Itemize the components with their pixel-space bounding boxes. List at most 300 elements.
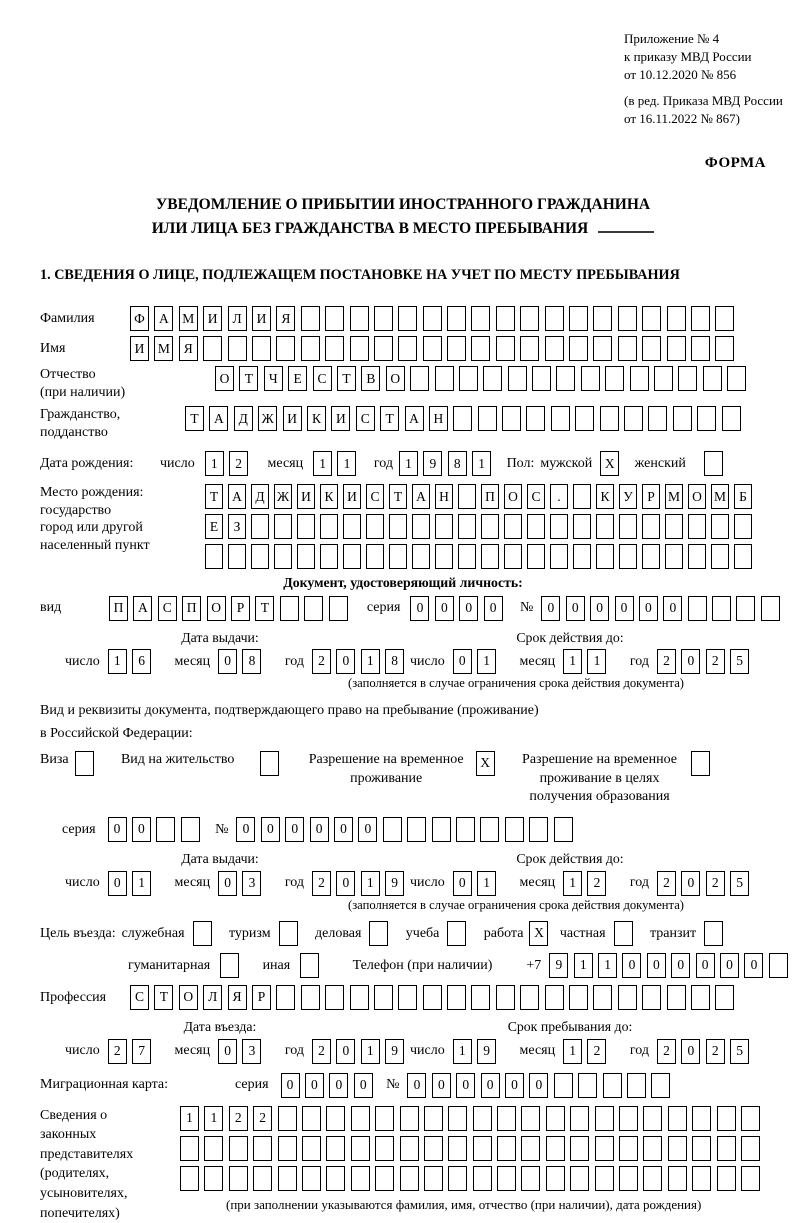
surname-cell-14[interactable]: [447, 306, 466, 331]
name-cell-5[interactable]: [228, 336, 247, 361]
doc-kind-cell-2[interactable]: А: [133, 596, 152, 621]
patronymic-cell-19[interactable]: [654, 366, 673, 391]
patronymic-cell-12[interactable]: [483, 366, 502, 391]
legal-reps-cells-1-cell-8[interactable]: [351, 1106, 370, 1131]
res-number-cell-11[interactable]: [480, 817, 499, 842]
phone-cell-1[interactable]: 9: [549, 953, 568, 978]
doc-valid-month-cell-2[interactable]: 1: [587, 649, 606, 674]
name-cell-8[interactable]: [301, 336, 320, 361]
birth-place-cells-1-cell-13[interactable]: П: [481, 484, 499, 509]
profession-cell-4[interactable]: Л: [203, 985, 222, 1010]
profession-cell-12[interactable]: [398, 985, 417, 1010]
birth-place-cells-3-cell-16[interactable]: [550, 544, 568, 569]
legal-reps-cells-2-cell-5[interactable]: [278, 1136, 297, 1161]
purpose-study-cell-1[interactable]: [447, 921, 466, 946]
doc-number-cell-7[interactable]: [688, 596, 707, 621]
doc-issue-year-cell-2[interactable]: 0: [336, 649, 355, 674]
name-cell-15[interactable]: [471, 336, 490, 361]
citizenship-cell-9[interactable]: Т: [380, 406, 399, 431]
birth-place-cells-2-cell-9[interactable]: [389, 514, 407, 539]
name-cell-23[interactable]: [667, 336, 686, 361]
legal-reps-cells-3-cell-19[interactable]: [619, 1166, 638, 1191]
birth-place-cells-1-cell-18[interactable]: К: [596, 484, 614, 509]
res-valid-year-cell-2[interactable]: 0: [681, 871, 700, 896]
doc-kind-cell-9[interactable]: [304, 596, 323, 621]
patronymic-cell-9[interactable]: [410, 366, 429, 391]
name-cell-2[interactable]: М: [154, 336, 173, 361]
legal-reps-cells-1-cell-4[interactable]: 2: [253, 1106, 272, 1131]
doc-series-cell-3[interactable]: 0: [459, 596, 478, 621]
surname-cell-8[interactable]: [301, 306, 320, 331]
doc-issue-year-cell-1[interactable]: 2: [312, 649, 331, 674]
purpose-work-checkbox[interactable]: [529, 921, 553, 946]
legal-reps-cells-1-cell-9[interactable]: [375, 1106, 394, 1131]
legal-reps-cells-1-cell-10[interactable]: [400, 1106, 419, 1131]
profession-cell-10[interactable]: [350, 985, 369, 1010]
surname-cell-24[interactable]: [691, 306, 710, 331]
profession-cell-15[interactable]: [471, 985, 490, 1010]
citizenship-cell-5[interactable]: И: [283, 406, 302, 431]
surname-cell-16[interactable]: [496, 306, 515, 331]
surname-cell-18[interactable]: [545, 306, 564, 331]
birth-place-cells-3-cell-21[interactable]: [665, 544, 683, 569]
patronymic-cell-6[interactable]: Т: [337, 366, 356, 391]
res-number-cell-12[interactable]: [505, 817, 524, 842]
entry-month-cell-2[interactable]: 3: [242, 1039, 261, 1064]
legal-reps-cells-2-cell-24[interactable]: [741, 1136, 760, 1161]
birth-place-cells-3-cell-9[interactable]: [389, 544, 407, 569]
name-cell-11[interactable]: [374, 336, 393, 361]
doc-number-cell-3[interactable]: 0: [590, 596, 609, 621]
legal-reps-cells-1-cell-11[interactable]: [424, 1106, 443, 1131]
stay-month-cell-2[interactable]: 2: [587, 1039, 606, 1064]
legal-reps-cells-1-cell-14[interactable]: [497, 1106, 516, 1131]
legal-reps-cells-1-cell-24[interactable]: [741, 1106, 760, 1131]
patronymic-cell-7[interactable]: В: [361, 366, 380, 391]
legal-reps-cells-2-cell-7[interactable]: [326, 1136, 345, 1161]
phone-cell-5[interactable]: 0: [647, 953, 666, 978]
birth-place-cells-1-cell-4[interactable]: Ж: [274, 484, 292, 509]
phone-cell-6[interactable]: 0: [671, 953, 690, 978]
birth-month-cell-2[interactable]: 1: [337, 451, 356, 476]
entry-month-cell-1[interactable]: 0: [218, 1039, 237, 1064]
legal-reps-cells-2-cell-4[interactable]: [253, 1136, 272, 1161]
profession-cell-18[interactable]: [545, 985, 564, 1010]
birth-place-cells-3-cell-19[interactable]: [619, 544, 637, 569]
doc-series-cell-2[interactable]: 0: [435, 596, 454, 621]
doc-issue-month-cell-1[interactable]: 0: [218, 649, 237, 674]
name-cell-6[interactable]: [252, 336, 271, 361]
birth-place-cells-2-cell-20[interactable]: [642, 514, 660, 539]
legal-reps-cells-2-cell-12[interactable]: [448, 1136, 467, 1161]
birth-place-cells-2-cell-16[interactable]: [550, 514, 568, 539]
res-series-cell-1[interactable]: 0: [108, 817, 127, 842]
doc-issue-day-cell-2[interactable]: 6: [132, 649, 151, 674]
res-issue-year-cell-3[interactable]: 1: [361, 871, 380, 896]
birth-place-cells-1-cell-7[interactable]: И: [343, 484, 361, 509]
birth-place-cells-3-cell-23[interactable]: [711, 544, 729, 569]
birth-place-cells-2-cell-8[interactable]: [366, 514, 384, 539]
purpose-other-cell-1[interactable]: [300, 953, 319, 978]
birth-place-cells-1-cell-20[interactable]: Р: [642, 484, 660, 509]
birth-year-cell-4[interactable]: 1: [472, 451, 491, 476]
profession-cell-13[interactable]: [423, 985, 442, 1010]
doc-issue-month-cell-2[interactable]: 8: [242, 649, 261, 674]
birth-place-cells-1-cell-16[interactable]: .: [550, 484, 568, 509]
surname-cell-9[interactable]: [325, 306, 344, 331]
doc-number-cell-6[interactable]: 0: [663, 596, 682, 621]
birth-year-cell-1[interactable]: 1: [399, 451, 418, 476]
res-number-cell-5[interactable]: 0: [334, 817, 353, 842]
legal-reps-cells-3-cell-13[interactable]: [473, 1166, 492, 1191]
mig-series-cell-2[interactable]: 0: [305, 1073, 324, 1098]
doc-valid-year-cell-4[interactable]: 5: [730, 649, 749, 674]
profession-cell-23[interactable]: [667, 985, 686, 1010]
res-issue-month-cell-2[interactable]: 3: [242, 871, 261, 896]
mig-number-cell-9[interactable]: [603, 1073, 622, 1098]
patronymic-cell-2[interactable]: Т: [239, 366, 258, 391]
doc-kind-cell-5[interactable]: О: [207, 596, 226, 621]
res-number-cell-6[interactable]: 0: [358, 817, 377, 842]
surname-cell-7[interactable]: Я: [276, 306, 295, 331]
female-checkbox[interactable]: [704, 451, 728, 476]
name-cell-21[interactable]: [618, 336, 637, 361]
name-cell-4[interactable]: [203, 336, 222, 361]
surname-cell-19[interactable]: [569, 306, 588, 331]
purpose-business-checkbox[interactable]: [369, 921, 393, 946]
res-number-cell-1[interactable]: 0: [236, 817, 255, 842]
entry-year-cell-3[interactable]: 1: [361, 1039, 380, 1064]
doc-kind-cell-3[interactable]: С: [158, 596, 177, 621]
doc-kind-cell-10[interactable]: [329, 596, 348, 621]
citizenship-cell-22[interactable]: [697, 406, 716, 431]
entry-year-cell-1[interactable]: 2: [312, 1039, 331, 1064]
profession-cell-17[interactable]: [520, 985, 539, 1010]
legal-reps-cells-3-cell-5[interactable]: [278, 1166, 297, 1191]
entry-year-cell-2[interactable]: 0: [336, 1039, 355, 1064]
surname-cell-21[interactable]: [618, 306, 637, 331]
name-cell-3[interactable]: Я: [179, 336, 198, 361]
res-number-cell-4[interactable]: 0: [310, 817, 329, 842]
birth-day-cell-2[interactable]: 2: [229, 451, 248, 476]
purpose-tourism-cell-1[interactable]: [279, 921, 298, 946]
citizenship-cell-8[interactable]: С: [356, 406, 375, 431]
legal-reps-cells-3-cell-15[interactable]: [521, 1166, 540, 1191]
citizenship-cell-19[interactable]: [624, 406, 643, 431]
surname-cell-20[interactable]: [593, 306, 612, 331]
profession-cell-3[interactable]: О: [179, 985, 198, 1010]
legal-reps-cells-3-cell-17[interactable]: [570, 1166, 589, 1191]
res-valid-month-cell-1[interactable]: 1: [563, 871, 582, 896]
patronymic-cell-13[interactable]: [508, 366, 527, 391]
birth-place-cells-3-cell-13[interactable]: [481, 544, 499, 569]
mig-series-cell-3[interactable]: 0: [329, 1073, 348, 1098]
legal-reps-cells-2-cell-1[interactable]: [180, 1136, 199, 1161]
legal-reps-cells-3-cell-10[interactable]: [400, 1166, 419, 1191]
res-issue-year-cell-4[interactable]: 9: [385, 871, 404, 896]
phone-cells[interactable]: [549, 953, 793, 978]
doc-valid-year-cell-2[interactable]: 0: [681, 649, 700, 674]
profession-cell-9[interactable]: [325, 985, 344, 1010]
citizenship-cell-16[interactable]: [551, 406, 570, 431]
visa-cell-1[interactable]: [75, 751, 94, 776]
purpose-tourism-checkbox[interactable]: [279, 921, 303, 946]
birth-place-cells-2-cell-7[interactable]: [343, 514, 361, 539]
legal-reps-cells-1-cell-7[interactable]: [326, 1106, 345, 1131]
phone-cell-7[interactable]: 0: [696, 953, 715, 978]
purpose-private-cell-1[interactable]: [614, 921, 633, 946]
doc-kind-cell-7[interactable]: Т: [255, 596, 274, 621]
surname-cell-25[interactable]: [715, 306, 734, 331]
citizenship-cell-11[interactable]: Н: [429, 406, 448, 431]
patronymic-cell-15[interactable]: [556, 366, 575, 391]
legal-reps-cells-1-cell-21[interactable]: [668, 1106, 687, 1131]
birth-place-cells-3-cell-24[interactable]: [734, 544, 752, 569]
legal-reps-cells-1-cell-17[interactable]: [570, 1106, 589, 1131]
male-cell-1[interactable]: X: [600, 451, 619, 476]
legal-reps-cells-3-cell-6[interactable]: [302, 1166, 321, 1191]
birth-place-cells-3-cell-20[interactable]: [642, 544, 660, 569]
doc-number-cell-4[interactable]: 0: [615, 596, 634, 621]
profession-cell-5[interactable]: Я: [228, 985, 247, 1010]
legal-reps-cells-2-cell-11[interactable]: [424, 1136, 443, 1161]
birth-place-cells-1-cell-17[interactable]: [573, 484, 591, 509]
stay-month-cell-1[interactable]: 1: [563, 1039, 582, 1064]
birth-place-cells-2-cell-2[interactable]: З: [228, 514, 246, 539]
birth-place-cells-2-cell-13[interactable]: [481, 514, 499, 539]
res-valid-year-cell-3[interactable]: 2: [706, 871, 725, 896]
doc-number-cell-9[interactable]: [736, 596, 755, 621]
legal-reps-cells-3-cell-23[interactable]: [717, 1166, 736, 1191]
legal-reps-cells-1-cell-18[interactable]: [595, 1106, 614, 1131]
legal-reps-cells-3-cell-14[interactable]: [497, 1166, 516, 1191]
mig-number-cell-7[interactable]: [554, 1073, 573, 1098]
birth-place-cells-2-cell-4[interactable]: [274, 514, 292, 539]
patronymic-cell-11[interactable]: [459, 366, 478, 391]
citizenship-cell-12[interactable]: [453, 406, 472, 431]
mig-number-cell-8[interactable]: [578, 1073, 597, 1098]
legal-reps-cells-2-cell-14[interactable]: [497, 1136, 516, 1161]
surname-cell-12[interactable]: [398, 306, 417, 331]
patronymic-cell-16[interactable]: [581, 366, 600, 391]
birth-place-cells-3-cell-6[interactable]: [320, 544, 338, 569]
citizenship-cell-10[interactable]: А: [405, 406, 424, 431]
name-cell-19[interactable]: [569, 336, 588, 361]
birth-place-cells-1-cell-5[interactable]: И: [297, 484, 315, 509]
birth-place-cells-1-cell-23[interactable]: М: [711, 484, 729, 509]
stay-year-cell-3[interactable]: 2: [706, 1039, 725, 1064]
profession-cell-25[interactable]: [715, 985, 734, 1010]
doc-series-cell-1[interactable]: 0: [410, 596, 429, 621]
legal-reps-cells-1-cell-23[interactable]: [717, 1106, 736, 1131]
name-cell-14[interactable]: [447, 336, 466, 361]
legal-reps-cells-2-cell-21[interactable]: [668, 1136, 687, 1161]
legal-reps-cells-3-cell-21[interactable]: [668, 1166, 687, 1191]
birth-place-cells-3-cell-12[interactable]: [458, 544, 476, 569]
profession-cell-8[interactable]: [301, 985, 320, 1010]
profession-cell-24[interactable]: [691, 985, 710, 1010]
patronymic-cell-10[interactable]: [435, 366, 454, 391]
legal-reps-cells-2-cell-22[interactable]: [692, 1136, 711, 1161]
res-number-cell-8[interactable]: [407, 817, 426, 842]
legal-reps-cells-2-cell-3[interactable]: [229, 1136, 248, 1161]
legal-reps-cells-2-cell-8[interactable]: [351, 1136, 370, 1161]
legal-reps-cells-3-cell-8[interactable]: [351, 1166, 370, 1191]
surname-cell-11[interactable]: [374, 306, 393, 331]
entry-year-cell-4[interactable]: 9: [385, 1039, 404, 1064]
birth-place-cells-1-cell-15[interactable]: С: [527, 484, 545, 509]
profession-cell-14[interactable]: [447, 985, 466, 1010]
phone-cell-10[interactable]: [769, 953, 788, 978]
residence-permit-checkbox[interactable]: [260, 751, 284, 776]
citizenship-cell-15[interactable]: [526, 406, 545, 431]
legal-reps-cells-1-cell-2[interactable]: 1: [204, 1106, 223, 1131]
legal-reps-cells-3-cell-7[interactable]: [326, 1166, 345, 1191]
birth-place-cells-1-cell-9[interactable]: Т: [389, 484, 407, 509]
temp-residence-edu-cell-1[interactable]: [691, 751, 710, 776]
doc-valid-day-cell-2[interactable]: 1: [477, 649, 496, 674]
res-issue-month-cell-1[interactable]: 0: [218, 871, 237, 896]
mig-number-cell-2[interactable]: 0: [432, 1073, 451, 1098]
citizenship-cell-21[interactable]: [673, 406, 692, 431]
birth-place-cells-2-cell-3[interactable]: [251, 514, 269, 539]
legal-reps-cells-3-cell-11[interactable]: [424, 1166, 443, 1191]
res-issue-year-cell-2[interactable]: 0: [336, 871, 355, 896]
res-number-cell-9[interactable]: [432, 817, 451, 842]
birth-place-cells-3-cell-4[interactable]: [274, 544, 292, 569]
legal-reps-cells-1-cell-3[interactable]: 2: [229, 1106, 248, 1131]
birth-place-cells-1-cell-19[interactable]: У: [619, 484, 637, 509]
birth-year-cell-3[interactable]: 8: [448, 451, 467, 476]
purpose-official-checkbox[interactable]: [193, 921, 217, 946]
doc-valid-month-cell-1[interactable]: 1: [563, 649, 582, 674]
legal-reps-cells-2-cell-19[interactable]: [619, 1136, 638, 1161]
legal-reps-cells-3-cell-12[interactable]: [448, 1166, 467, 1191]
legal-reps-cells-1-cell-15[interactable]: [521, 1106, 540, 1131]
birth-place-cells-2-cell-14[interactable]: [504, 514, 522, 539]
citizenship-cell-20[interactable]: [648, 406, 667, 431]
legal-reps-cells-2-cell-20[interactable]: [643, 1136, 662, 1161]
legal-reps-cells-3-cell-18[interactable]: [595, 1166, 614, 1191]
doc-number-cell-2[interactable]: 0: [566, 596, 585, 621]
entry-day-cell-1[interactable]: 2: [108, 1039, 127, 1064]
stay-year-cell-2[interactable]: 0: [681, 1039, 700, 1064]
doc-number-cell-1[interactable]: 0: [541, 596, 560, 621]
doc-kind-cell-8[interactable]: [280, 596, 299, 621]
doc-number-cell-5[interactable]: 0: [639, 596, 658, 621]
name-cell-17[interactable]: [520, 336, 539, 361]
legal-reps-cells-2-cell-17[interactable]: [570, 1136, 589, 1161]
legal-reps-cells-3-cell-2[interactable]: [204, 1166, 223, 1191]
legal-reps-cells-1-cell-19[interactable]: [619, 1106, 638, 1131]
res-series-cell-4[interactable]: [181, 817, 200, 842]
temp-residence-checkbox[interactable]: [476, 751, 500, 776]
surname-cell-15[interactable]: [471, 306, 490, 331]
surname-cell-3[interactable]: М: [179, 306, 198, 331]
birth-place-cells-3-cell-11[interactable]: [435, 544, 453, 569]
birth-place-cells-2-cell-17[interactable]: [573, 514, 591, 539]
legal-reps-cells-3-cell-1[interactable]: [180, 1166, 199, 1191]
citizenship-cell-14[interactable]: [502, 406, 521, 431]
name-cell-12[interactable]: [398, 336, 417, 361]
mig-series-cell-4[interactable]: 0: [354, 1073, 373, 1098]
birth-place-cells-2-cell-24[interactable]: [734, 514, 752, 539]
legal-reps-cells-2-cell-15[interactable]: [521, 1136, 540, 1161]
birth-place-cells-2-cell-21[interactable]: [665, 514, 683, 539]
res-number-cell-7[interactable]: [383, 817, 402, 842]
birth-place-cells-3-cell-1[interactable]: [205, 544, 223, 569]
visa-checkbox[interactable]: [75, 751, 99, 776]
purpose-other-checkbox[interactable]: [300, 953, 324, 978]
surname-cell-10[interactable]: [350, 306, 369, 331]
patronymic-cell-22[interactable]: [727, 366, 746, 391]
res-issue-day-cell-1[interactable]: 0: [108, 871, 127, 896]
profession-cell-1[interactable]: С: [130, 985, 149, 1010]
doc-number-cell-10[interactable]: [761, 596, 780, 621]
purpose-work-cell-1[interactable]: X: [529, 921, 548, 946]
doc-valid-year-cell-1[interactable]: 2: [657, 649, 676, 674]
legal-reps-cells-2-cell-10[interactable]: [400, 1136, 419, 1161]
surname-cell-6[interactable]: И: [252, 306, 271, 331]
name-cell-22[interactable]: [642, 336, 661, 361]
citizenship-cell-1[interactable]: Т: [185, 406, 204, 431]
patronymic-cell-5[interactable]: С: [313, 366, 332, 391]
purpose-private-checkbox[interactable]: [614, 921, 638, 946]
patronymic-cell-21[interactable]: [703, 366, 722, 391]
mig-number-cell-11[interactable]: [651, 1073, 670, 1098]
phone-cell-8[interactable]: 0: [720, 953, 739, 978]
legal-reps-cells-1-cell-22[interactable]: [692, 1106, 711, 1131]
profession-cell-19[interactable]: [569, 985, 588, 1010]
residence-permit-cell-1[interactable]: [260, 751, 279, 776]
mig-number-cell-6[interactable]: 0: [529, 1073, 548, 1098]
birth-place-cells-3-cell-10[interactable]: [412, 544, 430, 569]
citizenship-cell-7[interactable]: И: [331, 406, 350, 431]
birth-month-cell-1[interactable]: 1: [313, 451, 332, 476]
legal-reps-cells-1-cell-16[interactable]: [546, 1106, 565, 1131]
profession-cell-20[interactable]: [593, 985, 612, 1010]
legal-reps-cells-3-cell-4[interactable]: [253, 1166, 272, 1191]
birth-place-cells-1-cell-24[interactable]: Б: [734, 484, 752, 509]
profession-cell-2[interactable]: Т: [154, 985, 173, 1010]
phone-cell-4[interactable]: 0: [622, 953, 641, 978]
patronymic-cell-20[interactable]: [678, 366, 697, 391]
doc-kind-cell-6[interactable]: Р: [231, 596, 250, 621]
surname-cell-5[interactable]: Л: [228, 306, 247, 331]
res-number-cell-13[interactable]: [529, 817, 548, 842]
res-valid-month-cell-2[interactable]: 2: [587, 871, 606, 896]
birth-place-cells-1-cell-2[interactable]: А: [228, 484, 246, 509]
birth-place-cells-3-cell-18[interactable]: [596, 544, 614, 569]
birth-place-cells-2-cell-15[interactable]: [527, 514, 545, 539]
doc-valid-year-cell-3[interactable]: 2: [706, 649, 725, 674]
birth-place-cells-2-cell-10[interactable]: [412, 514, 430, 539]
citizenship-cell-23[interactable]: [722, 406, 741, 431]
name-cell-10[interactable]: [350, 336, 369, 361]
legal-reps-cells-1-cell-20[interactable]: [643, 1106, 662, 1131]
birth-place-cells-2-cell-5[interactable]: [297, 514, 315, 539]
surname-cell-13[interactable]: [423, 306, 442, 331]
res-valid-year-cell-4[interactable]: 5: [730, 871, 749, 896]
temp-residence-cell-1[interactable]: X: [476, 751, 495, 776]
phone-cell-2[interactable]: 1: [574, 953, 593, 978]
citizenship-cell-17[interactable]: [575, 406, 594, 431]
legal-reps-cells-3-cell-3[interactable]: [229, 1166, 248, 1191]
citizenship-cell-13[interactable]: [478, 406, 497, 431]
surname-cell-22[interactable]: [642, 306, 661, 331]
birth-place-cells-3-cell-5[interactable]: [297, 544, 315, 569]
patronymic-cell-17[interactable]: [605, 366, 624, 391]
